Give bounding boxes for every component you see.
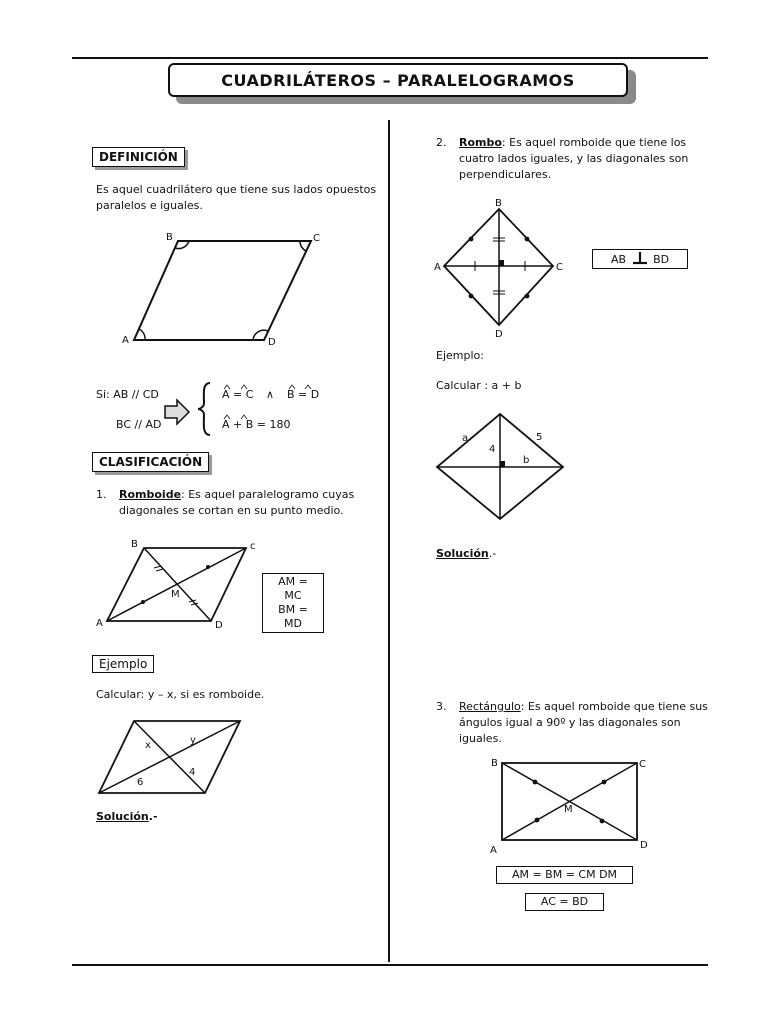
definicion-text-2: paralelos e iguales.: [96, 199, 203, 212]
rectangle-label-m: M: [564, 804, 573, 815]
page-title: CUADRILÁTEROS – PARALELOGRAMOS: [168, 63, 628, 97]
item2-text-3: perpendiculares.: [459, 168, 552, 181]
example-rhombus-label-a: a: [462, 433, 469, 444]
item1-term: Romboide: [119, 488, 182, 501]
vertex-label-b: B: [166, 232, 173, 243]
romboide-box-line-1: AM = MC: [278, 575, 308, 602]
romboide-label-c: c: [250, 541, 256, 552]
item3-number: 3.: [436, 700, 447, 713]
ejemplo-tag: Ejemplo: [92, 655, 154, 673]
equation-and: ∧: [266, 388, 275, 401]
romboide-box-line-2: BM = MD: [278, 603, 308, 630]
calc-text-left: Calcular: y – x, si es romboide.: [96, 688, 265, 701]
item2-text-1: : Es aquel romboide que tiene los: [501, 136, 687, 149]
vertex-label-c: C: [313, 233, 320, 244]
solucion-left-term: Solución: [96, 810, 149, 823]
item3-text-2: ángulos igual a 90º y las diagonales son: [459, 716, 681, 729]
rhombus-label-a: A: [434, 262, 441, 273]
rectangle-label-b: B: [491, 758, 498, 769]
item1-text-2: diagonales se cortan en su punto medio.: [119, 504, 344, 517]
item1-number: 1.: [96, 488, 107, 501]
calc-right: Calcular : a + b: [436, 379, 522, 392]
definicion-tag: DEFINICIÓN: [92, 147, 185, 167]
romboide-label-b: B: [131, 539, 138, 550]
ejemplo-right: Ejemplo:: [436, 349, 484, 362]
item3-text-1: : Es aquel romboide que tiene sus: [520, 700, 708, 713]
rhombus-label-d: D: [495, 329, 503, 340]
equation-angles-1b: B = D: [287, 388, 320, 401]
vertex-label-a: A: [122, 335, 129, 346]
example-rhombus-label-5: 5: [536, 432, 543, 443]
item1-text-1: : Es aquel paralelogramo cuyas: [181, 488, 355, 501]
rectangle-box-1: AM = BM = CM DM: [496, 866, 633, 884]
solucion-right-suffix: .-: [488, 547, 497, 560]
romboide-label-m: M: [171, 589, 180, 600]
example-label-6: 6: [137, 777, 144, 788]
example-label-x: x: [145, 740, 151, 751]
romboide-label-a: A: [96, 618, 103, 629]
rectangle-label-d: D: [640, 840, 648, 851]
rhombus-box-right: BD: [653, 253, 670, 266]
item3-text-3: iguales.: [459, 732, 502, 745]
solucion-left-suffix: .-: [148, 810, 158, 823]
item3-term: Rectángulo: [459, 700, 521, 713]
example-rhombus-label-4: 4: [489, 444, 496, 455]
example-label-y: y: [190, 735, 196, 746]
example-label-4: 4: [189, 767, 196, 778]
item2-number: 2.: [436, 136, 447, 149]
rectangle-label-a: A: [490, 845, 497, 856]
rhombus-box-left: AB: [611, 253, 627, 266]
si-line-2: BC // AD: [116, 418, 162, 431]
romboide-label-d: D: [215, 620, 223, 631]
si-line-1: Si: AB // CD: [96, 388, 159, 401]
item2-text-2: cuatro lados iguales, y las diagonales son: [459, 152, 689, 165]
vertex-label-d: D: [268, 337, 276, 348]
definicion-text-1: Es aquel cuadrilátero que tiene sus lados opuestos: [96, 183, 377, 196]
clasificacion-tag: CLASIFICACIÓN: [92, 452, 209, 472]
rhombus-label-b: B: [495, 198, 502, 209]
equation-angles-1a: A = C: [222, 388, 254, 401]
example-rhombus-label-b: b: [523, 455, 530, 466]
equation-angles-2: A + B = 180: [222, 418, 291, 431]
rectangle-box-2: AC = BD: [525, 893, 604, 911]
item2-term: Rombo: [459, 136, 502, 149]
rhombus-label-c: C: [556, 262, 563, 273]
solucion-right-term: Solución: [436, 547, 489, 560]
rectangle-label-c: C: [639, 759, 646, 770]
